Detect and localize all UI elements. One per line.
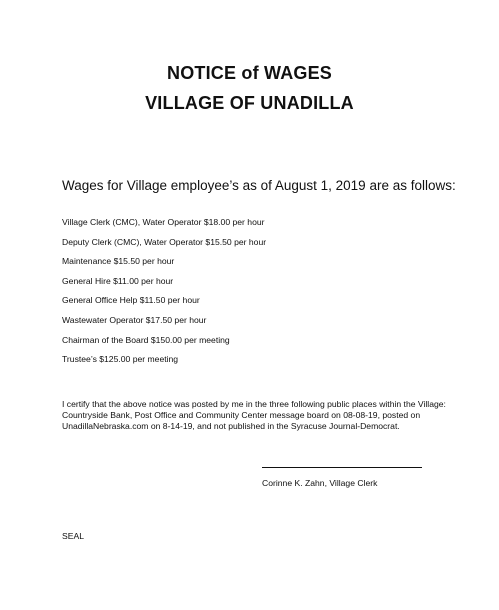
- village-title: VILLAGE OF UNADILLA: [145, 93, 354, 113]
- certification-line: I certify that the above notice was posted by me in the three following public places within the Village:: [62, 399, 446, 409]
- wage-item: Trustee’s $125.00 per meeting: [62, 354, 179, 365]
- certification-paragraph: [62, 399, 462, 432]
- wage-item: Village Clerk (CMC), Water Operator $18.00 per hour: [62, 217, 265, 227]
- seal-label: SEAL: [62, 531, 84, 541]
- wage-item: General Office Help $11.50 per hour: [62, 295, 200, 306]
- signature-line: [262, 467, 422, 468]
- signature-name: Corinne K. Zahn, Village Clerk: [262, 478, 378, 488]
- wage-item: Deputy Clerk (CMC), Water Operator $15.50 per hour: [62, 236, 267, 247]
- wage-item: Chairman of the Board $150.00 per meeting: [62, 334, 230, 345]
- wage-item: Maintenance $15.50 per hour: [62, 256, 175, 267]
- wage-item: General Hire $11.00 per hour: [62, 275, 174, 286]
- wage-item: Wastewater Operator $17.50 per hour: [62, 314, 207, 325]
- notice-title: NOTICE of WAGES: [167, 63, 332, 83]
- certification-line: Countryside Bank, Post Office and Community Center message board on 08-08-19, posted on: [62, 410, 421, 420]
- intro-text: Wages for Village employee’s as of August 1, 2019 are as follows:: [62, 178, 456, 193]
- wage-list: [62, 217, 266, 374]
- certification-line: UnadillaNebraska.com on 8-14-19, and not published in the Syracuse Journal-Democrat.: [62, 421, 400, 431]
